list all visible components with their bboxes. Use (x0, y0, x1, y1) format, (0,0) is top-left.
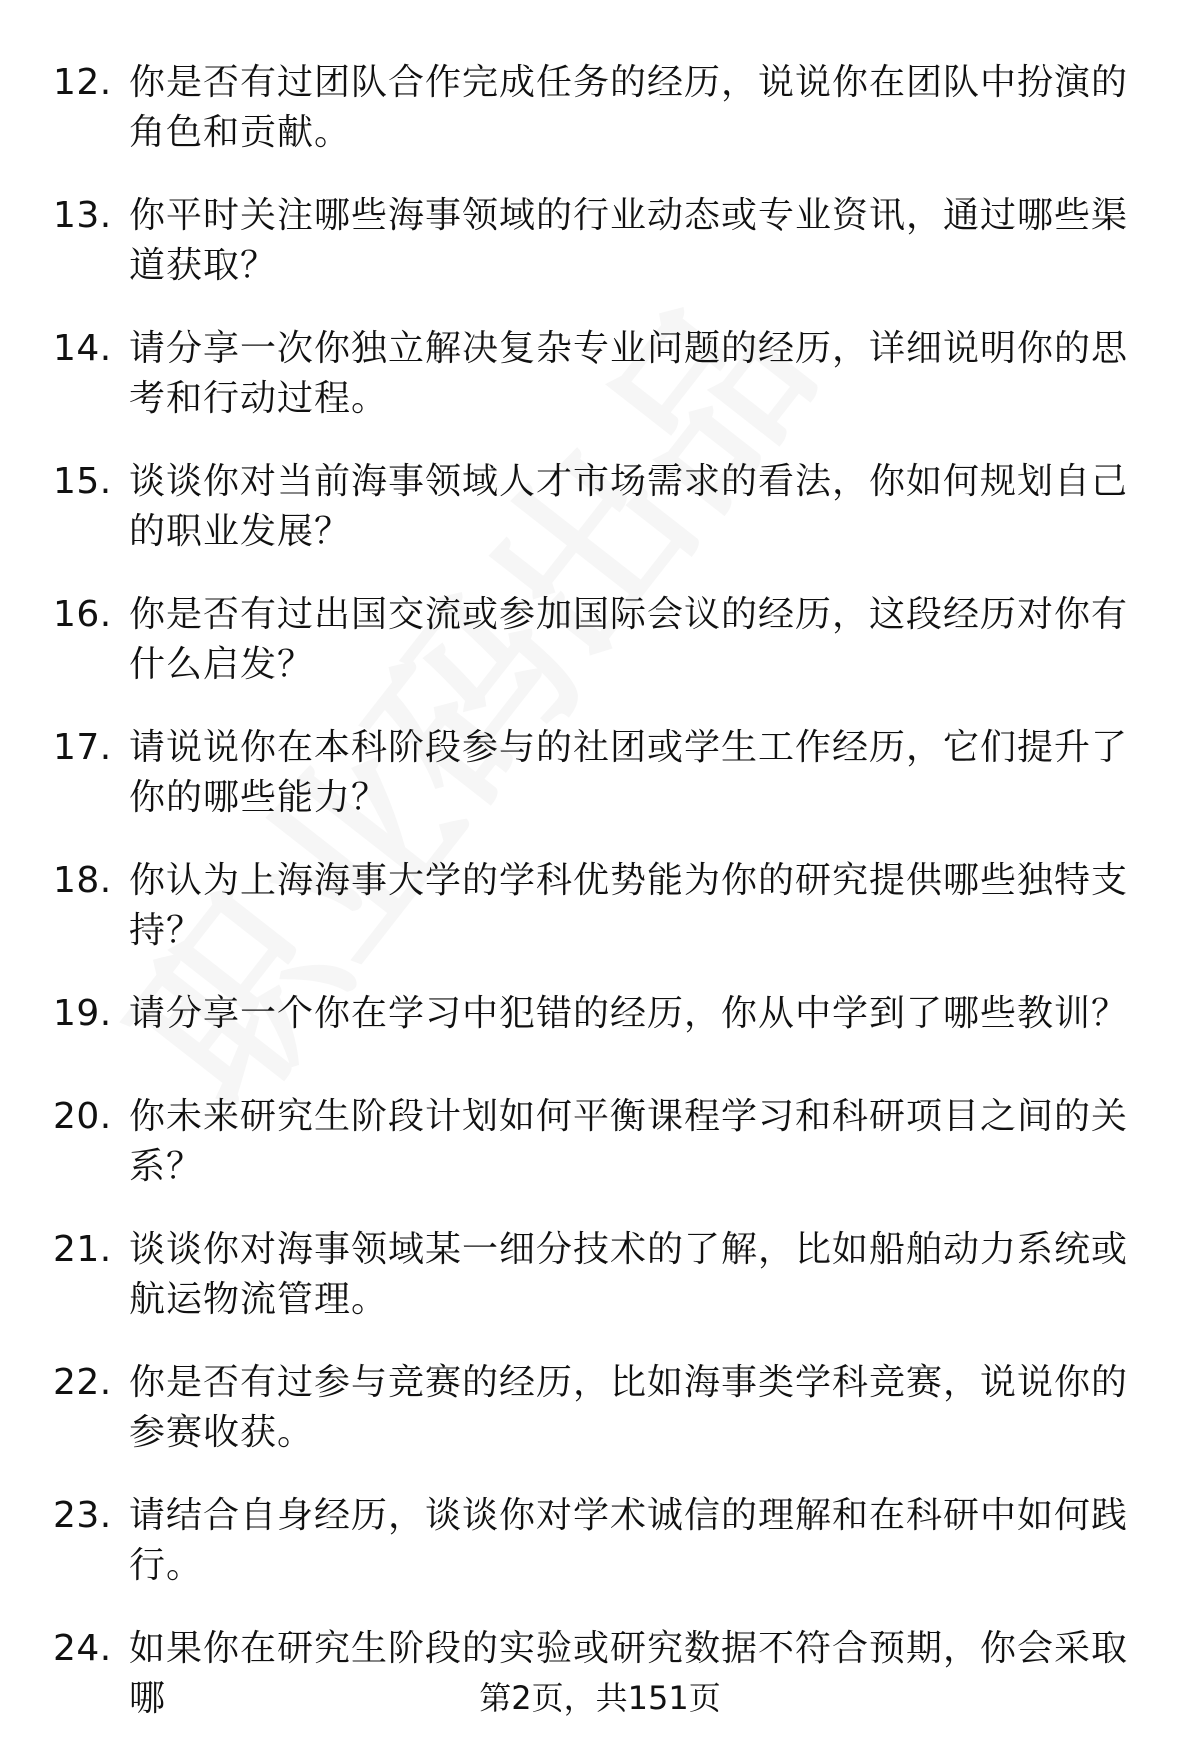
list-item (0, 1358, 1200, 1491)
question-text: 你认为上海海事大学的学科优势能为你的研究提供哪些独特支持？ (129, 860, 1129, 951)
list-item (0, 590, 1200, 723)
question-number: 22. (53, 1362, 112, 1403)
question-number: 21. (53, 1229, 112, 1270)
question-number: 13. (53, 195, 112, 236)
question-text: 谈谈你对海事领域某一细分技术的了解，比如船舶动力系统或航运物流管理。 (129, 1229, 1129, 1320)
question-number: 17. (53, 727, 112, 768)
question-number: 12. (53, 62, 112, 103)
list-item (0, 723, 1200, 856)
list-item (0, 1092, 1200, 1225)
question-text: 你平时关注哪些海事领域的行业动态或专业资讯，通过哪些渠道获取？ (129, 195, 1129, 286)
question-text: 请说说你在本科阶段参与的社团或学生工作经历，它们提升了你的哪些能力？ (129, 727, 1129, 818)
question-number: 23. (53, 1495, 112, 1536)
question-text: 如果你在研究生阶段的实验或研究数据不符合预期，你会采取哪 (129, 1628, 1129, 1719)
question-text: 请分享一次你独立解决复杂专业问题的经历，详细说明你的思考和行动过程。 (129, 328, 1129, 419)
page-indicator: 第2页，共151页 (479, 1679, 721, 1717)
list-item (0, 989, 1200, 1092)
question-text: 谈谈你对当前海事领域人才市场需求的看法，你如何规划自己的职业发展？ (129, 461, 1129, 552)
question-text: 你未来研究生阶段计划如何平衡课程学习和科研项目之间的关系？ (129, 1096, 1129, 1187)
list-item (0, 856, 1200, 989)
list-item (0, 1491, 1200, 1624)
question-number: 16. (53, 594, 112, 635)
question-text: 请结合自身经历，谈谈你对学术诚信的理解和在科研中如何践行。 (129, 1495, 1129, 1586)
question-number: 19. (53, 993, 112, 1034)
question-number: 24. (53, 1628, 112, 1669)
question-text: 你是否有过出国交流或参加国际会议的经历，这段经历对你有什么启发？ (129, 594, 1129, 685)
list-item (0, 324, 1200, 457)
question-text: 你是否有过参与竞赛的经历，比如海事类学科竞赛，说说你的参赛收获。 (129, 1362, 1129, 1453)
question-text: 你是否有过团队合作完成任务的经历，说说你在团队中扮演的角色和贡献。 (129, 62, 1129, 153)
question-number: 14. (53, 328, 112, 369)
question-number: 15. (53, 461, 112, 502)
question-number: 20. (53, 1096, 112, 1137)
list-item (0, 1225, 1200, 1358)
list-item (0, 58, 1200, 191)
question-text: 请分享一个你在学习中犯错的经历，你从中学到了哪些教训？ (129, 993, 1129, 1034)
question-number: 18. (53, 860, 112, 901)
list-item (0, 457, 1200, 590)
list-item (0, 191, 1200, 324)
